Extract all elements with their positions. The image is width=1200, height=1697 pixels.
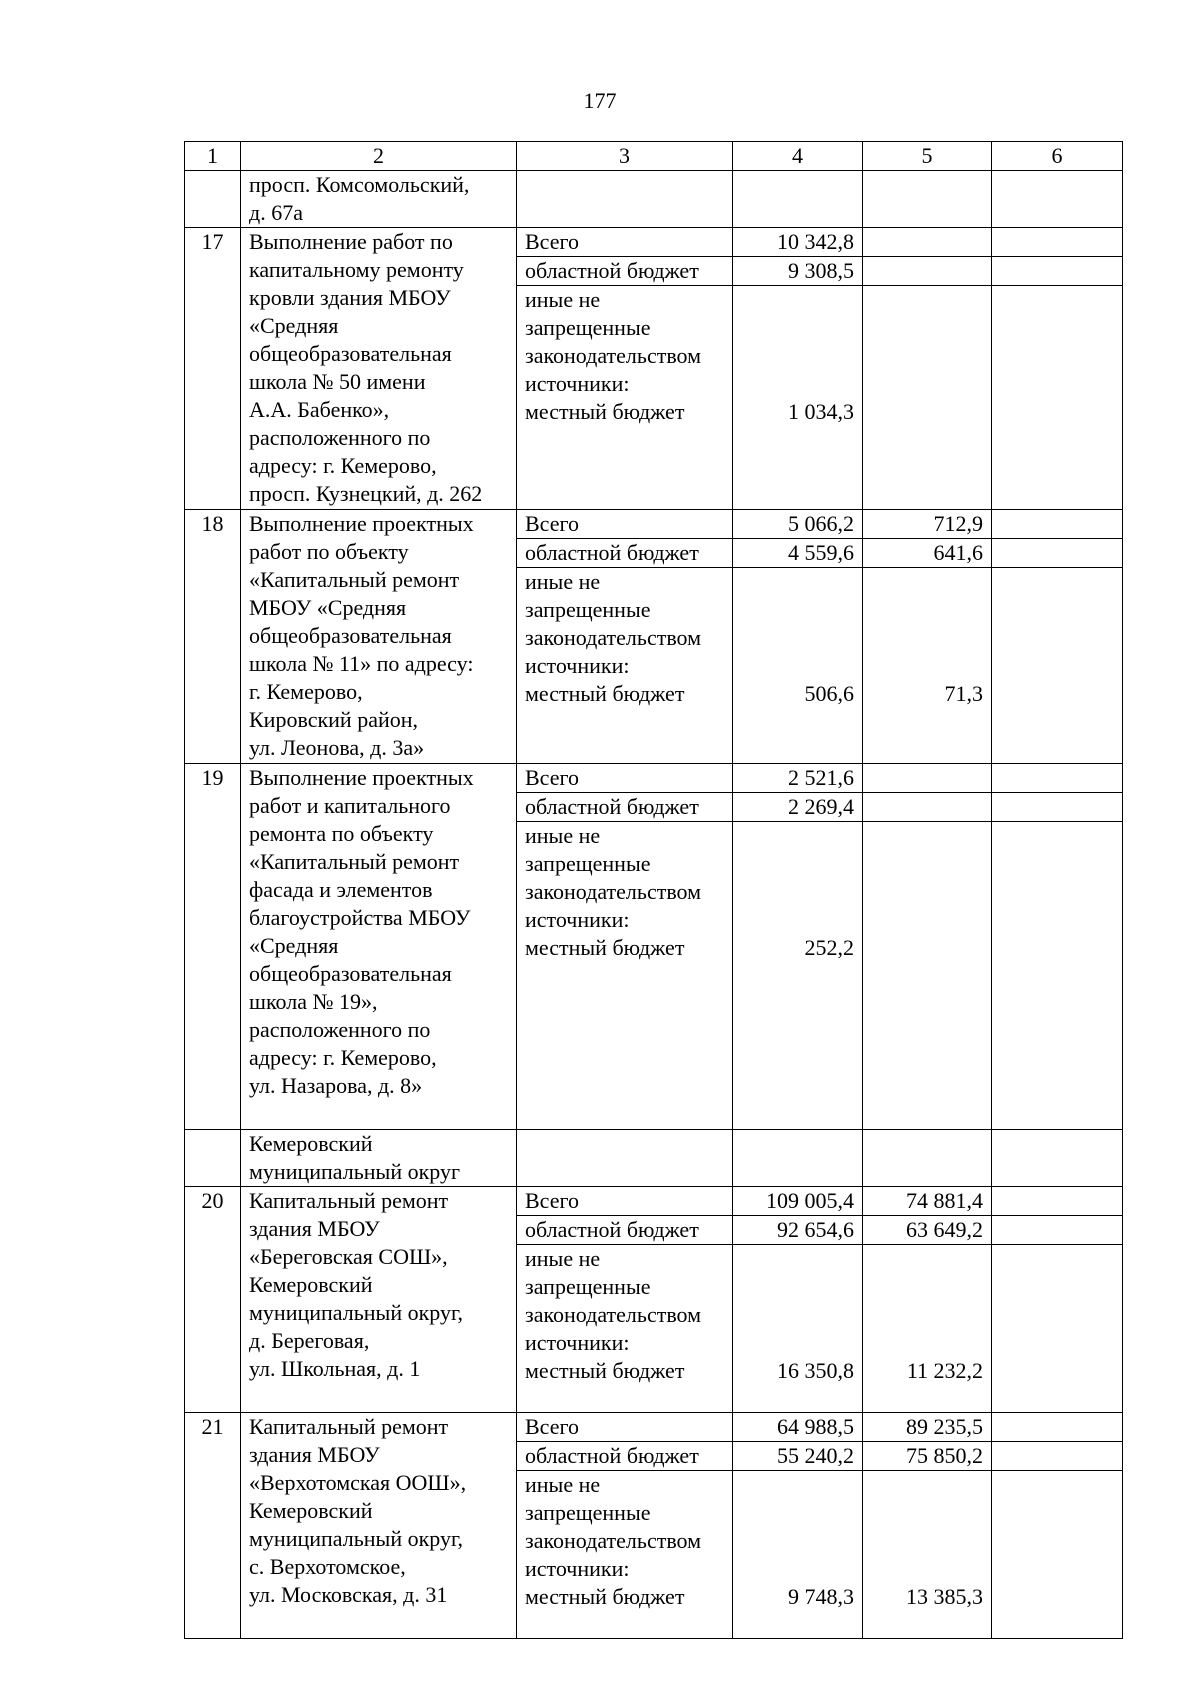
header-cell: 5 <box>863 142 992 171</box>
amount-cell: 9 308,5 <box>733 257 863 286</box>
amount-cell: 2 269,4 <box>733 793 863 822</box>
amount-cell <box>992 171 1123 228</box>
amount-cell: 55 240,2 <box>733 1442 863 1471</box>
amount-cell: 10 342,8 <box>733 228 863 257</box>
object-name: Капитальный ремонт здания МБОУ «Береговская СОШ», Кемеровский муниципальный округ, д. Береговая, ул. Школьная, д. 1 <box>241 1187 517 1413</box>
source-regional: областной бюджет <box>517 1442 733 1471</box>
amount-cell <box>733 1471 863 1639</box>
amount-cell <box>992 764 1123 793</box>
amount-cell: 63 649,2 <box>863 1216 992 1245</box>
amount-value: 1 034,3 <box>788 399 854 424</box>
amount-cell <box>863 171 992 228</box>
source-other: иные не запрещенные законодательством источники: местный бюджет <box>517 568 733 764</box>
amount-cell <box>863 568 992 764</box>
table-row <box>185 510 1123 539</box>
row-number <box>185 171 241 228</box>
amount-cell <box>992 1442 1123 1471</box>
source-regional: областной бюджет <box>517 1216 733 1245</box>
table-row <box>185 1187 1123 1216</box>
source-regional: областной бюджет <box>517 793 733 822</box>
amount-cell: 109 005,4 <box>733 1187 863 1216</box>
amount-cell <box>992 228 1123 257</box>
object-name: просп. Комсомольский, д. 67а <box>241 171 517 228</box>
amount-cell <box>863 793 992 822</box>
source-total: Всего <box>517 228 733 257</box>
amount-cell <box>992 568 1123 764</box>
amount-cell: 89 235,5 <box>863 1413 992 1442</box>
amount-cell <box>733 171 863 228</box>
source-regional: областной бюджет <box>517 257 733 286</box>
amount-cell: 641,6 <box>863 539 992 568</box>
object-name: Выполнение проектных работ и капитального ремонта по объекту «Капитальный ремонт фасада и элементов благоустройства МБОУ «Средняя общеобразовательная школа № 19», расположенного по адресу: г. Кемерово, ул. Назарова, д. 8» <box>241 764 517 1130</box>
amount-cell <box>992 286 1123 510</box>
source-other: иные не запрещенные законодательством источники: местный бюджет <box>517 822 733 1130</box>
amount-cell <box>992 793 1123 822</box>
amount-cell <box>992 1216 1123 1245</box>
object-name: Капитальный ремонт здания МБОУ «Верхотомская ООШ», Кемеровский муниципальный округ, с. Верхотомское, ул. Московская, д. 31 <box>241 1413 517 1639</box>
amount-value: 71,3 <box>944 681 983 706</box>
source-total: Всего <box>517 1413 733 1442</box>
amount-cell <box>992 257 1123 286</box>
amount-cell <box>733 1245 863 1413</box>
source-total: Всего <box>517 1187 733 1216</box>
source-other: иные не запрещенные законодательством источники: местный бюджет <box>517 286 733 510</box>
row-number: 21 <box>185 1413 241 1639</box>
header-cell: 4 <box>733 142 863 171</box>
object-name: Выполнение работ по капитальному ремонту кровли здания МБОУ «Средняя общеобразовательная школа № 50 имени А.А. Бабенко», расположенного по адресу: г. Кемерово, просп. Кузнецкий, д. 262 <box>241 228 517 510</box>
amount-cell <box>733 822 863 1130</box>
amount-cell <box>992 1245 1123 1413</box>
table-row <box>185 764 1123 793</box>
header-cell: 1 <box>185 142 241 171</box>
continuation-row <box>185 171 1123 228</box>
amount-cell <box>992 1471 1123 1639</box>
amount-value: 9 748,3 <box>788 1584 854 1609</box>
amount-cell <box>863 764 992 793</box>
amount-cell <box>992 1187 1123 1216</box>
source-other: иные не запрещенные законодательством источники: местный бюджет <box>517 1471 733 1639</box>
amount-value: 16 350,8 <box>777 1358 854 1383</box>
amount-cell: 74 881,4 <box>863 1187 992 1216</box>
amount-cell <box>733 286 863 510</box>
table-row <box>185 228 1123 257</box>
header-cell: 3 <box>517 142 733 171</box>
amount-cell <box>992 822 1123 1130</box>
amount-cell <box>863 822 992 1130</box>
section-title: Кемеровский муниципальный округ <box>241 1130 517 1187</box>
source-other: иные не запрещенные законодательством источники: местный бюджет <box>517 1245 733 1413</box>
page-number: 177 <box>583 88 617 113</box>
row-number <box>185 1130 241 1187</box>
amount-value: 506,6 <box>804 681 854 706</box>
source-regional: областной бюджет <box>517 539 733 568</box>
row-number: 18 <box>185 510 241 764</box>
amount-cell <box>863 1130 992 1187</box>
amount-value: 11 232,2 <box>906 1358 983 1383</box>
amount-cell: 75 850,2 <box>863 1442 992 1471</box>
table-row <box>185 1413 1123 1442</box>
amount-cell: 4 559,6 <box>733 539 863 568</box>
amount-cell <box>863 1471 992 1639</box>
amount-cell <box>733 1130 863 1187</box>
header-row <box>185 142 1123 171</box>
budget-table <box>184 141 1123 1639</box>
section-row <box>185 1130 1123 1187</box>
header-cell: 6 <box>992 142 1123 171</box>
source-cell <box>517 1130 733 1187</box>
amount-cell <box>733 568 863 764</box>
amount-cell: 712,9 <box>863 510 992 539</box>
amount-cell: 5 066,2 <box>733 510 863 539</box>
amount-cell <box>863 1245 992 1413</box>
source-cell <box>517 171 733 228</box>
row-number: 17 <box>185 228 241 510</box>
row-number: 20 <box>185 1187 241 1413</box>
source-total: Всего <box>517 764 733 793</box>
source-total: Всего <box>517 510 733 539</box>
amount-cell <box>992 510 1123 539</box>
amount-cell <box>863 228 992 257</box>
amount-cell: 2 521,6 <box>733 764 863 793</box>
amount-value: 252,2 <box>804 935 854 960</box>
header-cell: 2 <box>241 142 517 171</box>
amount-cell <box>992 539 1123 568</box>
amount-value: 13 385,3 <box>906 1584 983 1609</box>
amount-cell: 64 988,5 <box>733 1413 863 1442</box>
amount-cell: 92 654,6 <box>733 1216 863 1245</box>
object-name: Выполнение проектных работ по объекту «Капитальный ремонт МБОУ «Средняя общеобразовательная школа № 11» по адресу: г. Кемерово, Кировский район, ул. Леонова, д. 3а» <box>241 510 517 764</box>
amount-cell <box>992 1130 1123 1187</box>
amount-cell <box>863 257 992 286</box>
row-number: 19 <box>185 764 241 1130</box>
amount-cell <box>863 286 992 510</box>
amount-cell <box>992 1413 1123 1442</box>
